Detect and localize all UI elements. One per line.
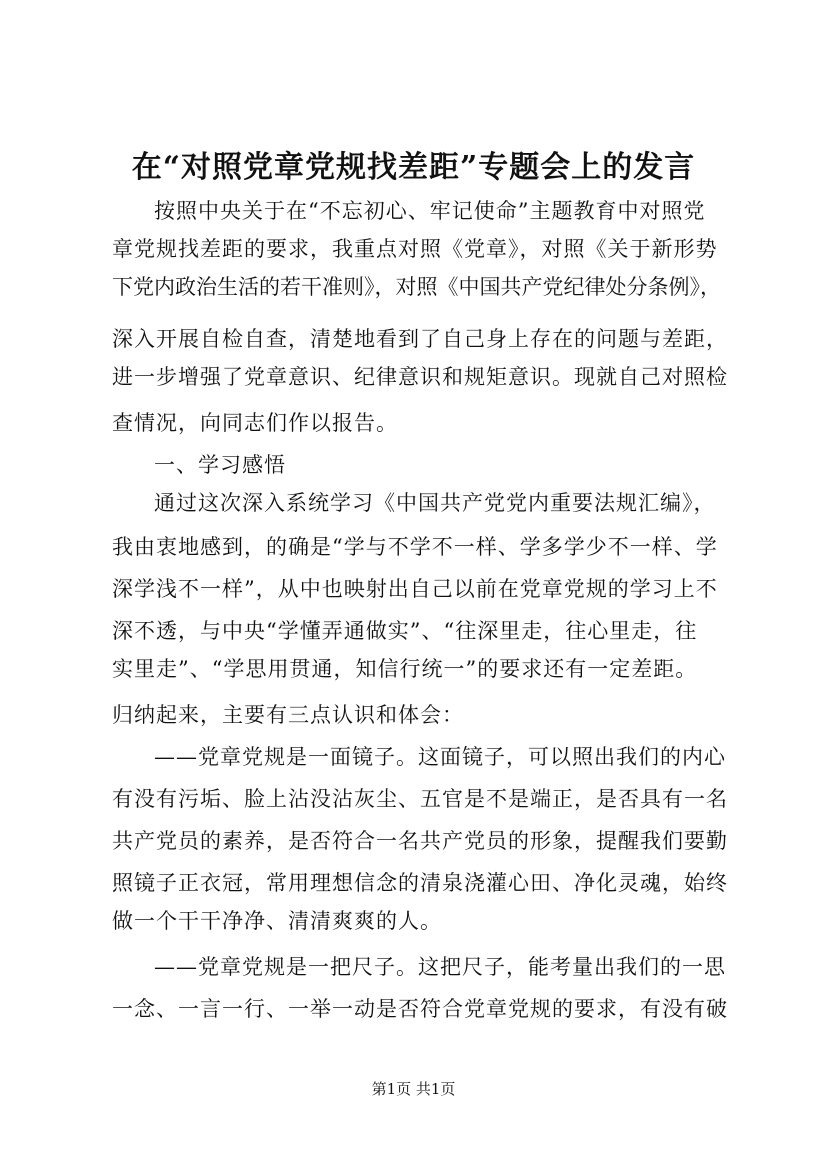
body-line: 章党规找差距的要求，我重点对照《党章》，对照《关于新形势: [112, 237, 718, 261]
body-line: 我由衷地感到，的确是“学与不学不一样、学多学少不一样、学: [112, 535, 718, 559]
body-line: 照镜子正衣冠，常用理想信念的清泉浇灌心田、净化灵魂，始终: [112, 871, 728, 895]
section-heading: 一、学习感悟: [154, 453, 286, 477]
body-line: 归纳起来，主要有三点认识和体会：: [112, 703, 464, 727]
body-line: 做一个干干净净、清清爽爽的人。: [112, 909, 442, 933]
body-line: 查情况，向同志们作以报告。: [112, 411, 398, 435]
body-line: 深学浅不一样”，从中也映射出自己以前在党章党规的学习上不: [112, 577, 718, 601]
body-line: 进一步增强了党章意识、纪律意识和规矩意识。现就自己对照检: [112, 365, 728, 389]
page-footer: 第1页 共1页: [371, 1080, 456, 1098]
body-line: 深入开展自检自查，清楚地看到了自己身上存在的问题与差距，: [112, 327, 728, 351]
body-line: 通过这次深入系统学习《中国共产党党内重要法规汇编》，: [154, 491, 716, 515]
body-line: ——党章党规是一面镜子。这面镜子，可以照出我们的内心: [154, 745, 726, 769]
body-line: 有没有污垢、脸上沾没沾灰尘、五官是不是端正，是否具有一名: [112, 787, 728, 811]
body-line: 共产党员的素养，是否符合一名共产党员的形象，提醒我们要勤: [112, 829, 728, 853]
body-line: 实里走”、“学思用贯通，知信行统一”的要求还有一定差距。: [112, 657, 698, 681]
body-line: ——党章党规是一把尺子。这把尺子，能考量出我们的一思: [154, 955, 726, 979]
document-title: 在“对照党章党规找差距”专题会上的发言: [131, 150, 696, 185]
body-line: 一念、一言一行、一举一动是否符合党章党规的要求，有没有破: [112, 997, 728, 1021]
body-line: 深不透，与中央“学懂弄通做实”、“往深里走，往心里走，往: [112, 619, 698, 643]
body-line: 下党内政治生活的若干准则》，对照《中国共产党纪律处分条例》，: [112, 275, 721, 299]
body-line: 按照中央关于在“不忘初心、牢记使命”主题教育中对照党: [154, 199, 706, 223]
